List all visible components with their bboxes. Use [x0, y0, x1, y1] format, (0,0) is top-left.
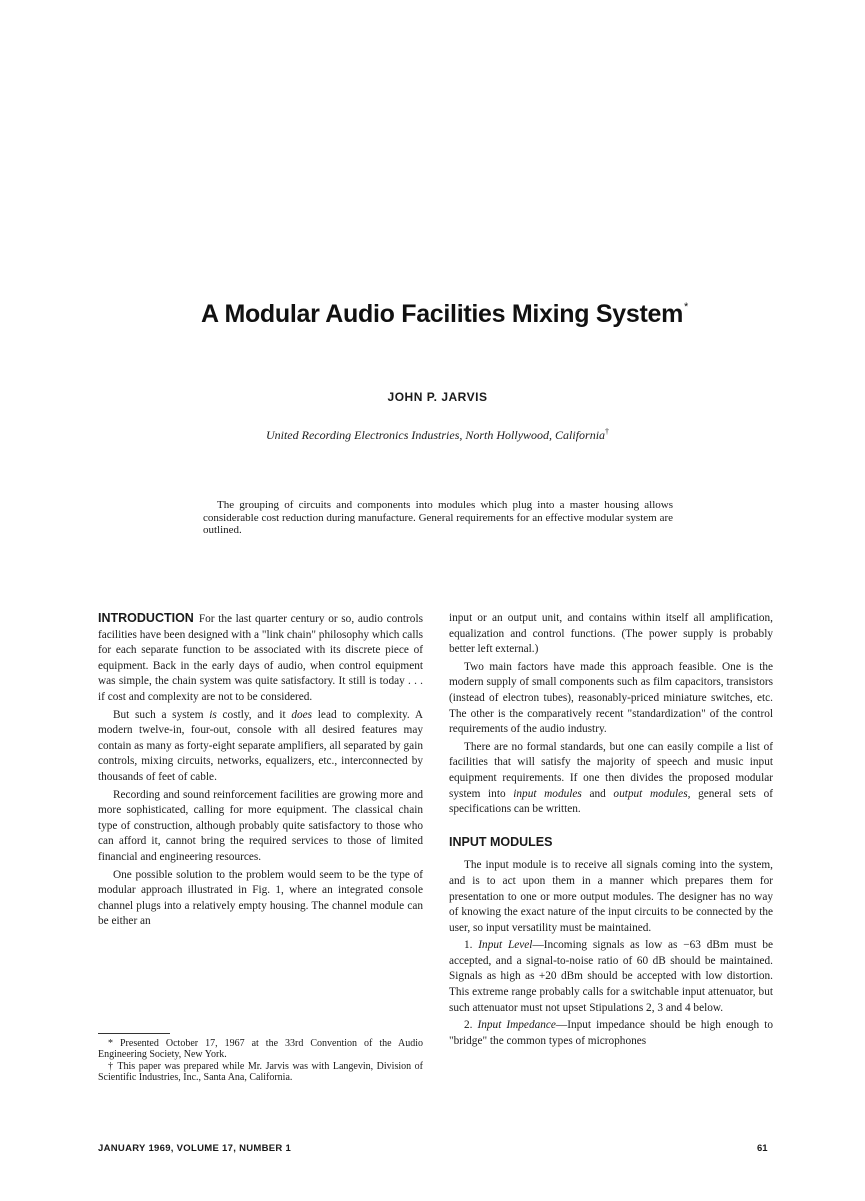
input-impedance-text: —Input impedance should be high enough to "bridge" the common types of microphones [449, 1019, 774, 1047]
p3-text-c: general sets of specifications can be written. [449, 787, 773, 816]
right-paragraph-1: input or an output unit, and contains within itself all amplification, equalization and control functions. (The power supply is probably better left external.) [449, 612, 773, 656]
intro-paragraph-3: Recording and sound reinforcement facilities are growing more and more sophisticated, calling for more equipment. The classical chain type of construction, although probably quite satisfactory to those who can afford it, cannot bring the required services to those of limited financial and engineering resources. [98, 788, 423, 863]
article-title [0, 300, 865, 329]
input-level-paragraph [449, 938, 773, 1016]
journal-issue-line: JANUARY 1969, VOLUME 17, NUMBER 1 [98, 1143, 292, 1154]
footnote-author-note: † This paper was prepared while Mr. Jarvis was with Langevin, Division of Scientific Industries, Inc., Santa Ana, California. [98, 1060, 423, 1083]
section-heading-introduction: INTRODUCTION [98, 611, 194, 625]
p2-emphasis-does: does [291, 708, 313, 721]
p3-text-a: There are no formal standards, but one can easily compile a list of facilities that will satisfy the majority of speech and music input equipment requirements. If one then divides the proposed modular system into [449, 740, 773, 800]
intro-paragraph-2 [98, 708, 423, 786]
right-paragraph-3 [449, 740, 773, 818]
title-text: A Modular Audio Facilities Mixing System [200, 300, 684, 328]
intro-paragraph-4: One possible solution to the problem would seem to be the type of modular approach illustrated in Fig. 1, where an integrated console channel plugs into a relatively empty housing. The channel module can be either an [98, 868, 423, 928]
right-column [449, 611, 773, 1051]
title-footnote-mark: * [684, 301, 689, 313]
page-number: 61 [757, 1143, 768, 1154]
p3-text-b: and [581, 787, 614, 800]
section-heading-input-modules: INPUT MODULES [449, 834, 553, 849]
affiliation-footnote-mark: † [605, 427, 610, 436]
p2-text-b: costly, and it [216, 708, 292, 721]
intro-paragraph-1-text: For the last quarter century or so, audio controls facilities have been designed with a "link chain" philosophy which calls for each separate function to be associated with its discrete piece of equipment. Back in the early days of audio, when control equipment was simple, the chain system was quite satisfactory. It still is today . . . if cost and complexity are not to be considered. [98, 613, 423, 703]
intro-paragraph-1 [98, 611, 423, 706]
footnotes [98, 1038, 423, 1083]
item-number-2: 2. [464, 1019, 478, 1032]
affiliation-text: United Recording Electronics Industries, North Hollywood, California [265, 428, 606, 442]
left-column [98, 611, 423, 932]
p2-text-a: But such a system [113, 708, 210, 721]
item-label-input-level: Input Level [478, 939, 533, 952]
abstract: The grouping of circuits and components into modules which plug into a master housing allows considerable cost reduction during manufacture. General requirements for an effective modular system are outlined. [203, 499, 673, 536]
item-label-input-impedance: Input Impedance [477, 1019, 556, 1032]
input-level-text: —Incoming signals as low as −63 dBm must be accepted, and a signal-to-noise ratio of 60 dB should be maintained. Signals as high as +20 dBm should be accepted with low distortion. This extreme range probably calls for a switchable input attenuator, but such attenuator must not upset Stipulations 2, 3 and 4 below. [449, 939, 774, 1014]
p2-text-c: lead to complexity. A modern twelve-in, four-out, console with all desired features may contain as many as forty-eight separate amplifiers, all separated by gain controls, mixing circuits, networks, equalizers, etc., interconnected by thousands of feet of cable. [98, 708, 423, 783]
author-affiliation [0, 427, 865, 443]
right-paragraph-2: Two main factors have made this approach feasible. One is the modern supply of small components such as film capacitors, transistors (instead of electron tubes), reasonably-priced miniature switches, etc. The other is the comparatively recent "standardization" of the control requirements of the audio industry. [449, 660, 773, 736]
p2-emphasis-is: is [209, 708, 217, 721]
p3-emphasis-output-modules: output modules, [613, 787, 691, 800]
item-number-1: 1. [464, 939, 479, 952]
input-impedance-paragraph [449, 1018, 773, 1049]
author-name: JOHN P. JARVIS [387, 390, 488, 404]
p3-emphasis-input-modules: input modules [513, 787, 582, 800]
input-modules-paragraph: The input module is to receive all signals coming into the system, and is to act upon them in a manner which prepares them for presentation to one or more output modules. The designer has no way of knowing the exact nature of the input circuits to be connected by the user, so input versatility must be maintained. [449, 859, 773, 934]
footnote-divider [98, 1033, 170, 1034]
footnote-presented: * Presented October 17, 1967 at the 33rd Convention of the Audio Engineering Society, New York. [98, 1038, 423, 1061]
